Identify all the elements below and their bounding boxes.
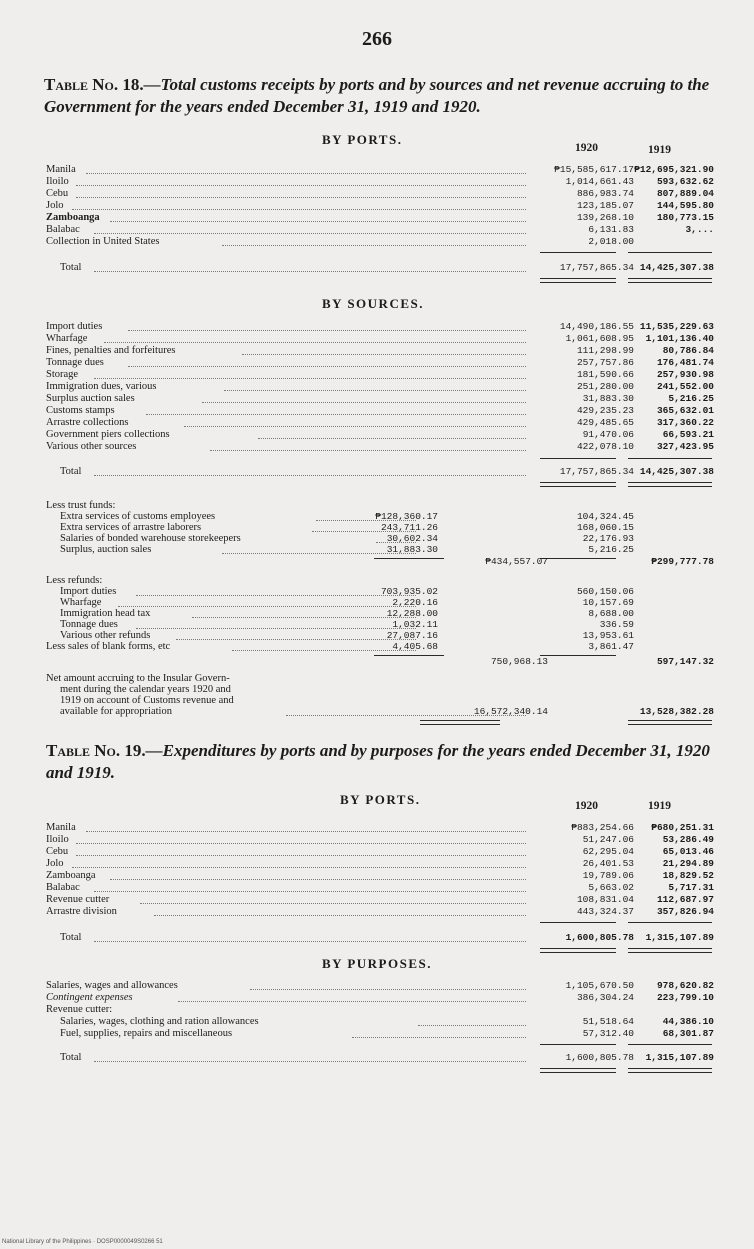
amount-1920: ₱128,360.17 — [375, 511, 438, 522]
amount-1919: 10,157.69 — [582, 597, 634, 608]
row-label: Surplus, auction sales — [46, 544, 154, 556]
amount-1919: 5,216.25 — [588, 544, 634, 555]
value-1920: 57,312.40 — [582, 1028, 634, 1039]
value-1919: 365,632.01 — [656, 405, 714, 416]
table-row-total — [46, 932, 714, 944]
row-label: Fines, penalties and forfeitures — [46, 345, 178, 357]
amount-1920: 12,288.00 — [386, 608, 438, 619]
value-1919: 3,... — [685, 224, 714, 235]
row-label: Revenue cutter — [46, 894, 112, 906]
value-1919: 80,786.84 — [662, 345, 714, 356]
amount-1920: 703,935.02 — [380, 586, 438, 597]
table-row — [46, 164, 714, 176]
table19-year-1919: 1919 — [648, 800, 671, 812]
row-label: Contingent expenses — [46, 992, 136, 1004]
row-label: Wharfage — [46, 597, 104, 609]
row-label: Arrastre collections — [46, 417, 132, 429]
value-1920: 17,757,865.34 — [559, 466, 634, 477]
amount-1919: 560,150.06 — [576, 586, 634, 597]
value-1920: 91,470.06 — [582, 429, 634, 440]
table-row — [46, 188, 714, 200]
trust-total-1919: ₱299,777.78 — [651, 556, 714, 567]
row-label: Import duties — [46, 321, 105, 333]
refunds-total-1920: 750,968.13 — [490, 656, 548, 667]
trust-totals — [46, 556, 714, 568]
value-1919: 112,687.97 — [656, 894, 714, 905]
value-1919: ₱12,695,321.90 — [634, 164, 714, 175]
value-1920: 19,789.06 — [582, 870, 634, 881]
refunds-totals — [46, 656, 714, 668]
net-line: 1919 on account of Customs revenue and — [46, 695, 714, 707]
row-label: Manila — [46, 164, 79, 176]
table-row — [46, 906, 714, 918]
value-1920: 5,663.02 — [588, 882, 634, 893]
row-label: Total — [46, 932, 84, 944]
row-label: Salaries, wages and allowances — [46, 980, 181, 992]
value-1919: ₱680,251.31 — [651, 822, 714, 833]
net-1920: 16,572,340.14 — [473, 706, 548, 717]
table-row — [46, 200, 714, 212]
value-1920: 1,061,608.95 — [565, 333, 634, 344]
amount-1920: 243,711.26 — [380, 522, 438, 533]
row-label: Immigration dues, various — [46, 381, 160, 393]
net-line: ment during the calendar years 1920 and — [46, 684, 714, 696]
table18-label: Table No. 18. — [44, 75, 144, 94]
row-label: Balabac — [46, 882, 83, 894]
net-line: Net amount accruing to the Insular Govern- — [46, 673, 714, 685]
row-label: Less sales of blank forms, etc — [46, 641, 173, 653]
value-1920: 429,235.23 — [576, 405, 634, 416]
row-label: Tonnage dues — [46, 619, 121, 631]
value-1920: 14,490,186.55 — [559, 321, 634, 332]
value-1920: ₱15,585,617.17 — [554, 164, 634, 175]
row-label: Storage — [46, 369, 81, 381]
value-1920: 6,131.83 — [588, 224, 634, 235]
value-1920: 257,757.86 — [576, 357, 634, 368]
amount-1919: 104,324.45 — [576, 511, 634, 522]
row-label: Iloilo — [46, 176, 72, 188]
table-row — [46, 405, 714, 417]
table-row — [46, 846, 714, 858]
value-1920: 139,268.10 — [576, 212, 634, 223]
value-1919: 5,216.25 — [668, 393, 714, 404]
value-1919: 1,315,107.89 — [645, 932, 714, 943]
table-row — [46, 176, 714, 188]
table-row — [46, 224, 714, 236]
row-label: Arrastre division — [46, 906, 120, 918]
value-1920: 386,304.24 — [576, 992, 634, 1003]
row-label: Manila — [46, 822, 79, 834]
value-1919: 53,286.49 — [662, 834, 714, 845]
table18-year-1919: 1919 — [648, 144, 671, 156]
net-1919: 13,528,382.28 — [639, 706, 714, 717]
value-1919: 1,101,136.40 — [645, 333, 714, 344]
table-row — [46, 441, 714, 453]
table-row — [46, 544, 714, 556]
table-row — [46, 417, 714, 429]
value-1920: 62,295.04 — [582, 846, 634, 857]
value-1919: 593,632.62 — [656, 176, 714, 187]
table-row-total — [46, 1052, 714, 1064]
value-1920: 422,078.10 — [576, 441, 634, 452]
table19-by-purposes-heading: BY PURPOSES. — [322, 956, 432, 971]
table-row — [46, 393, 714, 405]
table19-year-1920: 1920 — [575, 800, 598, 812]
value-1920: 31,883.30 — [582, 393, 634, 404]
amount-1920: 4,405.68 — [392, 641, 438, 652]
row-label: Various other sources — [46, 441, 139, 453]
value-1919: 1,315,107.89 — [645, 1052, 714, 1063]
table-row-net — [46, 706, 714, 718]
table-row — [46, 1028, 714, 1040]
value-1919: 807,889.04 — [656, 188, 714, 199]
row-label: Tonnage dues — [46, 357, 107, 369]
value-1919: 21,294.89 — [662, 858, 714, 869]
value-1919: 176,481.74 — [656, 357, 714, 368]
value-1920: 1,600,805.78 — [565, 1052, 634, 1063]
amount-1919: 13,953.61 — [582, 630, 634, 641]
table19-caption: —Expenditures by ports and by purposes for the years ended December 31, 1920 and 1919. — [46, 741, 710, 782]
table-row — [46, 321, 714, 333]
refunds-total-1919: 597,147.32 — [656, 656, 714, 667]
value-1919: 11,535,229.63 — [639, 321, 714, 332]
value-1919: 44,386.10 — [662, 1016, 714, 1027]
amount-1919: 22,176.93 — [582, 533, 634, 544]
table-row — [46, 381, 714, 393]
row-label: Zamboanga — [46, 870, 99, 882]
amount-1920: 30,602.34 — [386, 533, 438, 544]
table18-by-sources-heading: BY SOURCES. — [322, 296, 424, 311]
row-label: Zamboanga — [46, 212, 103, 224]
value-1919: 68,301.87 — [662, 1028, 714, 1039]
row-label: Salaries, wages, clothing and ration allowances — [46, 1016, 262, 1028]
row-label: available for appropriation — [46, 706, 175, 718]
amount-1919: 3,861.47 — [588, 641, 634, 652]
table-row — [46, 333, 714, 345]
row-label: Various other refunds — [46, 630, 153, 642]
row-label: Government piers collections — [46, 429, 173, 441]
row-label: Total — [46, 1052, 84, 1064]
trust-total-1920: ₱434,557.07 — [485, 556, 548, 567]
table-row — [46, 212, 714, 224]
value-1919: 317,360.22 — [656, 417, 714, 428]
value-1920: 443,324.37 — [576, 906, 634, 917]
table-row — [46, 357, 714, 369]
row-label: Total — [46, 262, 84, 274]
row-label: Extra services of arrastre laborers — [46, 522, 204, 534]
row-label: Immigration head tax — [46, 608, 153, 620]
amount-1919: 8,688.00 — [588, 608, 634, 619]
table-row — [46, 980, 714, 992]
row-label: Salaries of bonded warehouse storekeepers — [46, 533, 244, 545]
table-row — [46, 882, 714, 894]
value-1920: 181,590.66 — [576, 369, 634, 380]
value-1919: 180,773.15 — [656, 212, 714, 223]
value-1919: 14,425,307.38 — [639, 262, 714, 273]
amount-1919: 168,060.15 — [576, 522, 634, 533]
row-label: Customs stamps — [46, 405, 118, 417]
table-row — [46, 641, 714, 653]
row-label: Wharfage — [46, 333, 90, 345]
value-1920: ₱883,254.66 — [571, 822, 634, 833]
value-1920: 51,518.64 — [582, 1016, 634, 1027]
value-1919: 14,425,307.38 — [639, 466, 714, 477]
table19-by-ports-heading: BY PORTS. — [340, 792, 421, 807]
table-row — [46, 1016, 714, 1028]
row-label: Cebu — [46, 188, 71, 200]
row-label: Import duties — [46, 586, 119, 598]
row-label: Cebu — [46, 846, 71, 858]
row-label: Iloilo — [46, 834, 72, 846]
row-label: Fuel, supplies, repairs and miscellaneous — [46, 1028, 235, 1040]
value-1919: 5,717.31 — [668, 882, 714, 893]
row-label: Jolo — [46, 200, 67, 212]
value-1920: 26,401.53 — [582, 858, 634, 869]
value-1919: 978,620.82 — [656, 980, 714, 991]
value-1920: 51,247.06 — [582, 834, 634, 845]
value-1920: 17,757,865.34 — [559, 262, 634, 273]
value-1919: 65,013.46 — [662, 846, 714, 857]
table19-title — [46, 740, 726, 784]
table-row — [46, 870, 714, 882]
refunds-heading: Less refunds: — [46, 575, 714, 587]
table18-caption: —Total customs receipts by ports and by sources and net revenue accruing to the Government for the years ended December 31, 1919 and 1920. — [44, 75, 710, 116]
table-row — [46, 858, 714, 870]
value-1920: 886,983.74 — [576, 188, 634, 199]
table-row — [46, 369, 714, 381]
value-1919: 327,423.95 — [656, 441, 714, 452]
value-1919: 144,595.80 — [656, 200, 714, 211]
table18-by-ports-heading: BY PORTS. — [322, 132, 403, 147]
value-1920: 123,185.07 — [576, 200, 634, 211]
table-row — [46, 345, 714, 357]
value-1919: 18,829.52 — [662, 870, 714, 881]
table-row — [46, 236, 714, 248]
value-1919: 357,826.94 — [656, 906, 714, 917]
scan-footer: National Library of the Philippines · DOSP0000049S0266 51 — [2, 1239, 163, 1245]
amount-1920: 1,032.11 — [392, 619, 438, 630]
value-1920: 1,014,661.43 — [565, 176, 634, 187]
table-row — [46, 822, 714, 834]
value-1919: 257,930.98 — [656, 369, 714, 380]
value-1920: 1,600,805.78 — [565, 932, 634, 943]
row-label: Balabac — [46, 224, 83, 236]
row-label: Total — [46, 466, 84, 478]
value-1920: 108,831.04 — [576, 894, 634, 905]
table19-label: Table No. 19. — [46, 741, 146, 760]
amount-1920: 31,883.30 — [386, 544, 438, 555]
value-1920: 111,298.99 — [576, 345, 634, 356]
table-row — [46, 429, 714, 441]
table-row — [46, 834, 714, 846]
table-row-total — [46, 262, 714, 274]
revenue-cutter-heading: Revenue cutter: — [46, 1004, 714, 1016]
row-label: Surplus auction sales — [46, 393, 138, 405]
value-1920: 251,280.00 — [576, 381, 634, 392]
page-number: 266 — [362, 28, 392, 50]
amount-1920: 27,087.16 — [386, 630, 438, 641]
trust-funds-heading: Less trust funds: — [46, 500, 714, 512]
row-label: Collection in United States — [46, 236, 162, 248]
table18-year-1920: 1920 — [575, 142, 598, 154]
value-1919: 241,552.00 — [656, 381, 714, 392]
row-label: Jolo — [46, 858, 67, 870]
amount-1919: 336.59 — [599, 619, 634, 630]
value-1920: 1,105,670.50 — [565, 980, 634, 991]
table18-title — [44, 74, 724, 118]
value-1920: 2,018.00 — [588, 236, 634, 247]
value-1919: 223,799.10 — [656, 992, 714, 1003]
value-1919: 66,593.21 — [662, 429, 714, 440]
value-1920: 429,485.65 — [576, 417, 634, 428]
row-label: Extra services of customs employees — [46, 511, 218, 523]
table-row — [46, 894, 714, 906]
table-row — [46, 992, 714, 1004]
table-row-total — [46, 466, 714, 478]
amount-1920: 2,220.16 — [392, 597, 438, 608]
